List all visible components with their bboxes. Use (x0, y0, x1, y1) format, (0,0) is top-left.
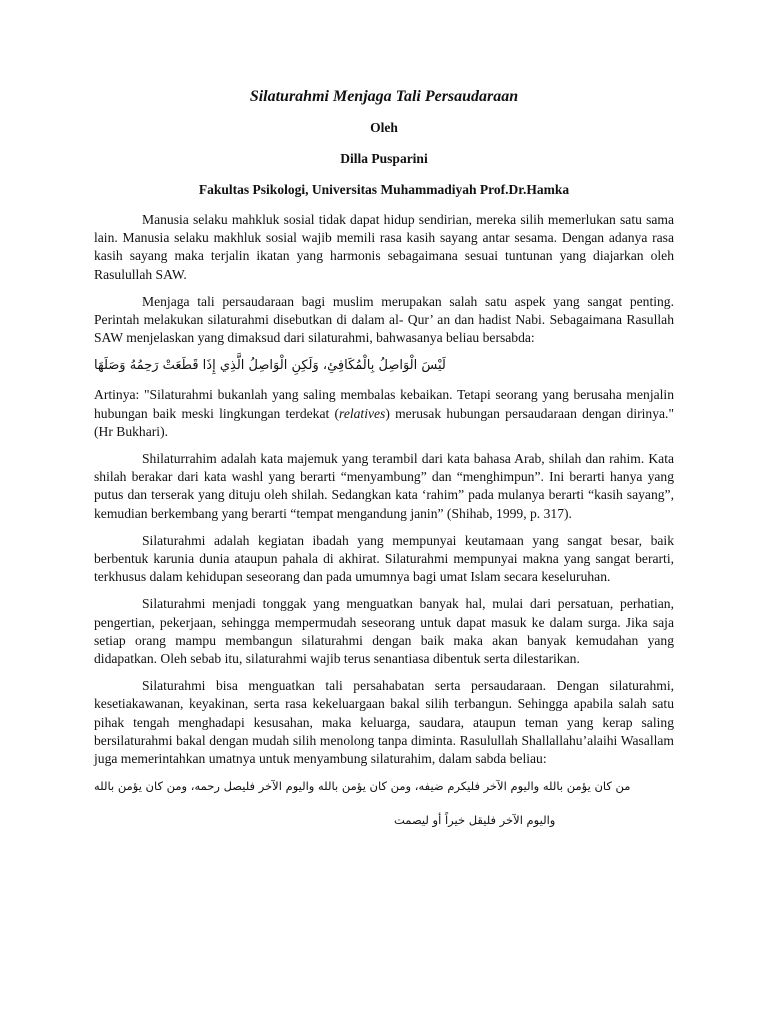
paragraph-2: Menjaga tali persaudaraan bagi muslim merupakan salah satu aspek yang sangat penting. Perintah melakukan silaturahmi disebutkan di dalam al- Qur’ an dan hadist Nabi. Sebagaimana Rasullah SAW menjelaskan yang dimaksud dari silaturahmi, bahwasanya beliau bersabda: (94, 293, 674, 346)
arabic-hadith-2-line-2: واليوم الآخر فليقل خيراً أو ليصمت (394, 813, 556, 828)
paragraph-4: Shilaturrahim adalah kata majemuk yang terambil dari kata bahasa Arab, shilah dan rahim. Kata shilah berakar dari kata washl yang berarti “menyambung” dan “menghimpun”. Ini berarti hanya yang putus dan terserak yang dituju oleh shilah. Sedangkan kata ‘rahim” pada mulanya berarti “kasih sayang”, kemudian berkembang yang berarti “tempat mengandung janin” (Shihab, 1999, p. 317). (94, 451, 674, 521)
paragraph-translation (94, 386, 674, 441)
translation-text-start: Artinya: "Silaturahmi bukanlah yang saling membalas kebaikan. Tetapi seorang yang berusaha menjalin hubungan baik meski lingkungan terdekat ( (94, 387, 674, 421)
paragraph-1: Manusia selaku mahkluk sosial tidak dapat hidup sendirian, mereka silih memerlukan satu sama lain. Manusia selaku makhluk sosial wajib memili rasa kasih sayang antar sesama. Dengan adanya rasa kasih sayang maka terjalin ikatan yang harmonis sebagaimana sesuai tuntunan yang diajarkan oleh Rasulullah SAW. (94, 212, 674, 282)
arabic-hadith-2-line-1: من كان يؤمن بالله واليوم الآخر فليكرم ضيفه، ومن كان يؤمن بالله واليوم الآخر فليصل رحمه، ومن كان يؤمن بالله (94, 779, 631, 794)
document-title: Silaturahmi Menjaga Tali Persaudaraan (249, 88, 519, 105)
byline: Oleh (370, 120, 398, 135)
translation-italic-term: relatives (339, 405, 386, 421)
paragraph-5: Silaturahmi adalah kegiatan ibadah yang mempunyai keutamaan yang sangat besar, baik berbentuk karunia dunia ataupun pahala di akhirat. Silaturahmi mempunyai makna yang sangat berarti, terkhusus dalam kehidupan seseorang dan pada umumnya bagi umat Islam secara keseluruhan. (94, 532, 674, 585)
paragraph-7: Silaturahmi bisa menguatkan tali persahabatan serta persaudaraan. Dengan silaturahmi, kesetiakawanan, keyakinan, serta rasa kekeluargaan bakal silih terbangun. Sehingga apabila salah satu pihak tengah menghadapi kesusahan, maka keluarga, saudara, ataupun teman yang kerap saling bersilaturahmi bakal dengan mudah silih menolong tanpa diminta. Rasulullah Shallallahu’alaihi Wasallam juga memerintahkan umatnya untuk menyambung silaturahim, dalam sabda beliau: (94, 678, 674, 767)
author-affiliation: Fakultas Psikologi, Universitas Muhammadiyah Prof.Dr.Hamka (198, 182, 570, 197)
arabic-hadith-1: لَيْسَ الْوَاصِلُ بِالْمُكَافِئِ، وَلَكِنِ الْوَاصِلُ الَّذِي إِذَا قَطَعَتْ رَحِمُهُ وَصَلَهَا (94, 358, 446, 374)
paragraph-6: Silaturahmi menjadi tonggak yang menguatkan banyak hal, mulai dari persatuan, perhatian, pengertian, pekerjaan, sehingga mempermudah seseorang untuk dapat masuk ke dalam surga. Jika saja setiap orang mampu membangun silaturahmi dengan baik maka akan banyak kemudahan yang didapatkan. Oleh sebab itu, silaturahmi wajib terus senantiasa dibentuk serta dilestarikan. (94, 596, 674, 667)
translation-text-end: ) merusak hubungan persaudaraan dengan dirinya." (Hr Bukhari). (94, 405, 675, 439)
author-name: Dilla Pusparini (340, 151, 428, 166)
